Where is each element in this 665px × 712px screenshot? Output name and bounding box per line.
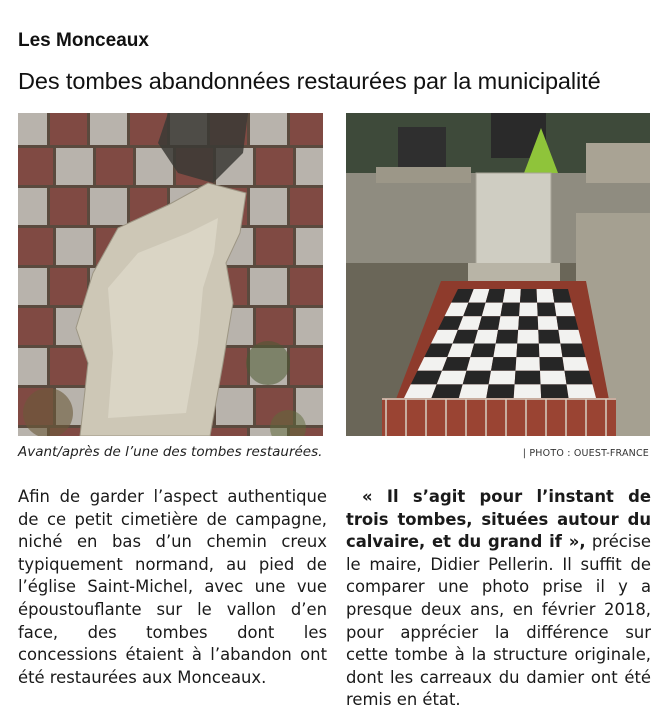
mayor-quote: « Il s’agit pour l’instant de trois tombes, situées autour du calvaire, et du grand if », xyxy=(346,487,651,552)
body-paragraph-right-text: précise le maire, Didier Pellerin. Il suffit de comparer une photo prise il y a presque deux ans, en février 2018, pour apprécier la différence sur cette tombe à la structure originale, dont les carreaux du damier ont été remis en état. xyxy=(346,532,651,710)
article-body-right xyxy=(346,486,651,712)
restored-tomb-illustration xyxy=(346,113,650,436)
section-kicker: Les Monceaux xyxy=(18,30,149,51)
article-headline: Des tombes abandonnées restaurées par la municipalité xyxy=(18,68,601,94)
body-paragraph-right xyxy=(346,486,651,712)
photo-after xyxy=(346,113,650,436)
photo-caption: Avant/après de l’une des tombes restaurées. xyxy=(18,444,323,460)
article-body-left xyxy=(18,486,327,689)
photo-before xyxy=(18,113,323,436)
abandoned-tomb-illustration xyxy=(18,113,323,436)
photo-credit: | PHOTO : OUEST-FRANCE xyxy=(522,448,649,459)
body-paragraph-left: Afin de garder l’aspect authentique de ce petit cimetière de campagne, niché en bas d’un chemin creux typiquement normand, au pied de l’église Saint-Michel, avec une vue époustouflante sur le vallon d’en face, des tombes dont les concessions étaient à l’abandon ont été restaurées aux Monceaux. xyxy=(18,487,327,687)
